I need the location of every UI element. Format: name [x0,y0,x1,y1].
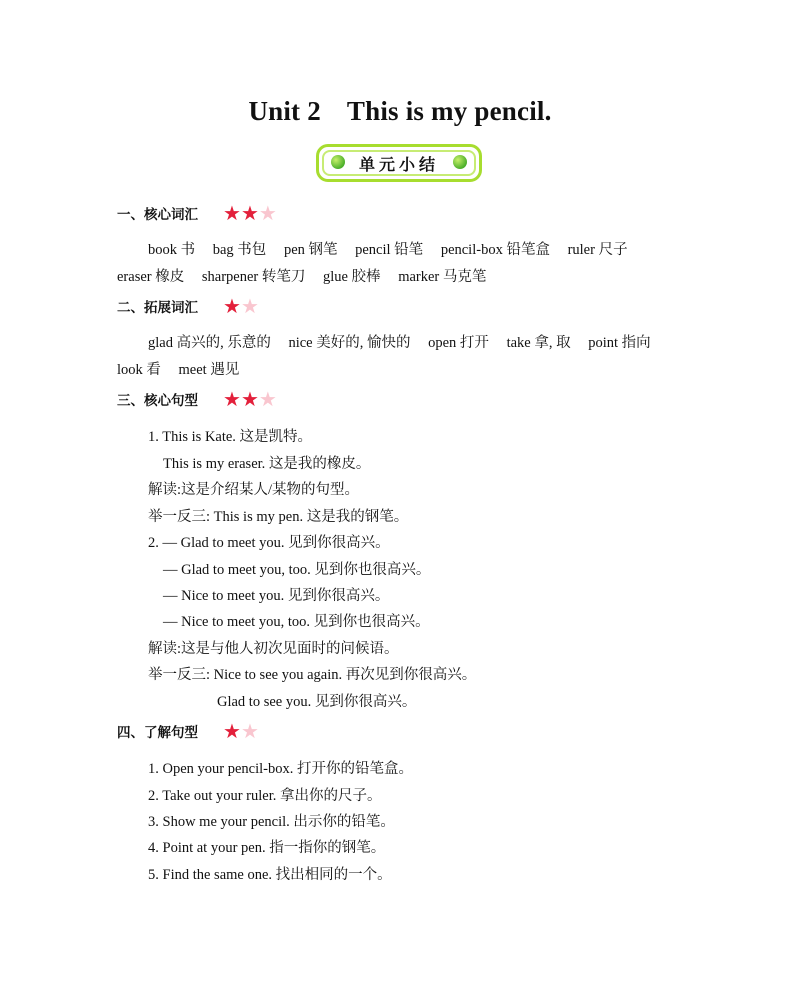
page-title [0,96,800,127]
word-item: pencil-box 铅笔盒 [440,242,550,258]
rating-stars [223,720,259,742]
green-dot-icon [453,155,467,169]
sentence-line: 5. Find the same one. 找出相同的一个。 [148,867,392,883]
star-icon: ★ [223,201,241,225]
word-item: open 打开 [428,335,489,351]
star-icon: ★ [223,719,241,743]
section-heading-core-words: 一、核心词汇 ★★★ [117,201,277,225]
sentence-line: — Nice to meet you. 见到你很高兴。 [163,588,390,604]
sentence-line: — Nice to meet you, too. 见到你也很高兴。 [163,614,430,630]
word-item: bag 书包 [212,242,267,258]
word-item: point 指向 [588,335,651,351]
star-icon: ★ [240,719,259,743]
sentence-line: 1. Open your pencil-box. 打开你的铅笔盒。 [148,761,413,777]
sentence-line: 4. Point at your pen. 指一指你的钢笔。 [148,840,386,856]
example-line: 举一反三: Nice to see you again. 再次见到你很高兴。 [148,667,477,683]
word-item: meet 遇见 [178,362,240,378]
word-item: eraser 橡皮 [117,269,185,285]
rating-stars [223,295,259,317]
word-item: marker 马克笔 [398,269,487,285]
word-item: glue 胶棒 [322,269,381,285]
extended-words-line-2 [117,360,253,380]
section-heading-core-sentences: 三、核心句型 ★★★ [117,387,277,411]
core-words-line-1 [148,240,642,260]
section-heading-understand-sentences: 四、了解句型 ★★ [117,719,259,743]
word-item: nice 美好的, 愉快的 [288,335,411,351]
word-item: take 拿, 取 [506,335,571,351]
explanation-line: 解读:这是与他人初次见面时的问候语。 [148,641,399,657]
unit-summary-badge [316,144,482,182]
sentence-line: — Glad to meet you, too. 见到你也很高兴。 [163,562,431,578]
sentence-line: 2. Take out your ruler. 拿出你的尺子。 [148,788,382,804]
star-icon: ★ [240,201,259,225]
extended-words-line-1 [148,333,665,353]
word-item: look 看 [117,362,161,378]
star-icon: ★ [223,294,241,318]
section-heading-extended-words: 二、拓展词汇 ★★ [117,294,259,318]
word-item: glad 高兴的, 乐意的 [148,335,271,351]
example-line: 举一反三: This is my pen. 这是我的钢笔。 [148,509,409,525]
unit-sentence: This is my pencil. [346,96,552,126]
word-item: sharpener 转笔刀 [201,269,306,285]
sentence-line: This is my eraser. 这是我的橡皮。 [163,456,371,472]
example-line: Glad to see you. 见到你很高兴。 [217,694,417,710]
badge-label: 单元小结 [358,155,439,174]
explanation-line: 解读:这是介绍某人/某物的句型。 [148,482,360,498]
rating-stars [223,202,277,224]
core-words-line-2 [117,267,500,287]
star-icon: ★ [258,201,277,225]
star-icon: ★ [240,294,259,318]
sentence-line: 3. Show me your pencil. 出示你的铅笔。 [148,814,395,830]
star-icon: ★ [223,387,241,411]
sentence-line: 1. This is Kate. 这是凯特。 [148,429,313,445]
sentence-line: 2. — Glad to meet you. 见到你很高兴。 [148,535,390,551]
word-item: ruler 尺子 [567,242,628,258]
star-icon: ★ [258,387,277,411]
word-item: pen 钢笔 [283,242,338,258]
rating-stars [223,388,277,410]
star-icon: ★ [240,387,259,411]
word-item: pencil 铅笔 [355,242,424,258]
unit-label: Unit 2 [248,96,321,126]
word-item: book 书 [148,242,196,258]
